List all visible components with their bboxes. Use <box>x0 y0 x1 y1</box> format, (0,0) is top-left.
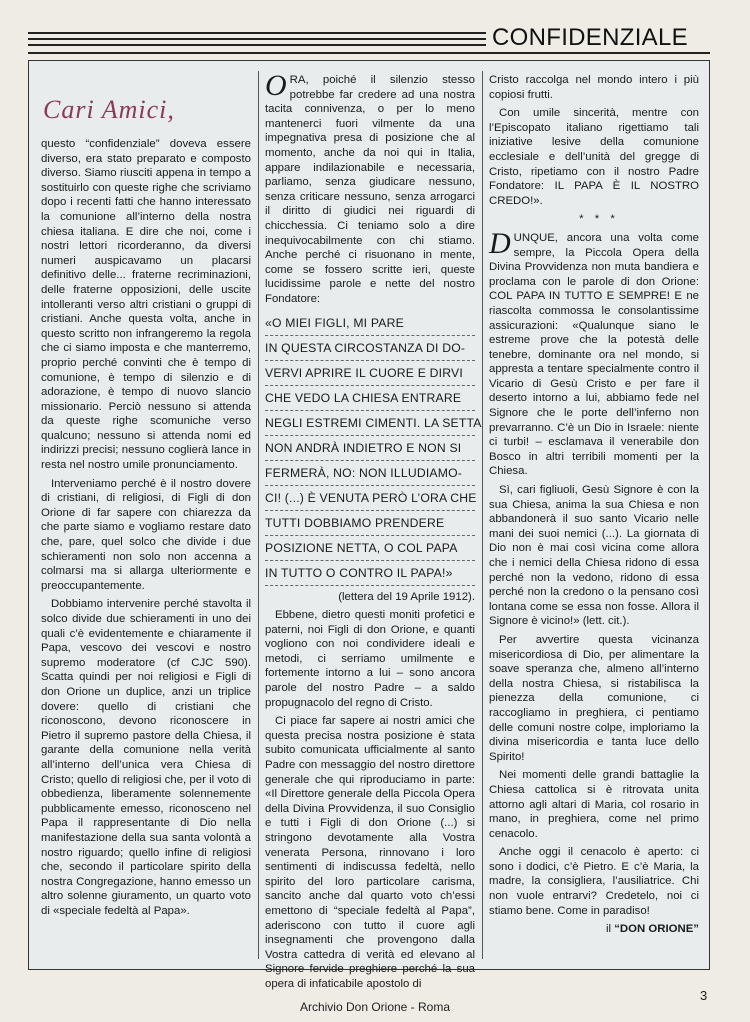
header-rule <box>28 38 486 40</box>
intro-paragraph <box>265 69 475 307</box>
quote-line: IN QUESTA CIRCOSTANZA DI DO- <box>265 336 475 361</box>
quote-line: TUTTI DOBBIAMO PRENDERE <box>265 511 475 536</box>
section-separator: * * * <box>579 213 619 226</box>
paragraph: Interveniamo perché è il nostro dovere di cristiani, di religiosi, di Figli di don Orione di far sapere con chiarezza da che parte siamo e vogliamo restare dato che, pare, quel solco che divide i due schieramenti non solo non accenna a colmarsi ma si allarga ulteriormente e preoccupantemente. <box>41 477 251 592</box>
quote-line: VERVI APRIRE IL CUORE E DIRVI <box>265 361 475 386</box>
quote-citation: (lettera del 19 Aprile 1912). <box>338 590 475 603</box>
article-column-3 <box>489 73 699 961</box>
signature-name: “DON ORIONE” <box>614 923 699 936</box>
quote-line: IN TUTTO O CONTRO IL PAPA!» <box>265 561 475 586</box>
column-divider <box>482 71 483 959</box>
column-divider <box>258 71 259 959</box>
intro-text: RA, poiché il silenzio stesso potrebbe far credere ad una nostra tacita connivenza, o per lo meno mantenerci fuori vilmente da una impegnativa presa di posizione che al momento, anche da noi qui in Italia, appare indilazionabile e necessaria, parliamo, senza giudicare nessuno, senza criticare nessuno, senza arrogarci il diritto di giudici nei riguardi di chicchessia. Ci teniamo solo a dire inequivocabilmente con chi stiamo. Anche perché ci risuonano in mente, come se fossero scritte ieri, queste lucidissime parole e nette del nostro Fondatore: <box>265 74 475 305</box>
header-rule <box>28 44 486 46</box>
drop-cap: O <box>265 69 287 102</box>
intro-text: UNQUE, ancora una volta come sempre, la Piccola Opera della Divina Provvidenza non muta bandiera e proclama con le parole di don Orione: COL PAPA IN TUTTO E SEMPRE! E ne riascolta commossa le consolantissime assicurazioni: «Qualunque siano le estreme prove che la potestà delle tenebre, dominante ora nel mondo, si appresta a tentare specialmente contro il Vicario di Gesù Cristo e per fare il deserto intorno a lui, abbiamo fede nel Signore che le porte dell’inferno non prevarranno. C’è un Dio in Israele: niente ci turbi! – esclamava il venerabile don Bosco in altri terribili momenti per la Chiesa. <box>489 231 699 478</box>
paragraph: Dobbiamo intervenire perché stavolta il solco divide due schieramenti in uno dei quali c’è evidentemente e chiaramente il Papa, vescovo dei vescovi e nostro supremo moderatore (cf CJC 590). Scatta quindi per noi religiosi e Figli di don Orione un duplice, anzi un triplice dovere: quello di cristiani che riconoscono, devono riconoscere in Pietro il supremo pastore della Chiesa, il garante della comunione nella verità all’interno dell’unica vera Chiesa di Cristo; quello di religiosi che, per il voto di obbedienza, liberamente solennemente pubblicamente emesso, riconosceno nel Papa il rappresentante di Dio nella manifestazione della sua santa volontà a nostro riguardo; quello infine di religiosi che, secondo il particolare spirito della nostra Congregazione, hanno emesso un altro solenne giuramento, un quarto voto di «speciale fedeltà al Papa». <box>41 598 251 917</box>
paragraph: Nei momenti delle grandi battaglie la Chiesa cattolica si è ritrovata unita attorno agli altari di Maria, col rosario in mano, in preghiera, come nel primo cenacolo. <box>489 769 699 840</box>
paragraph: Ebbene, dietro questi moniti profetici e paterni, noi Figli di don Orione, e quanti vogliono con noi condividere ideali e metodi, ci serriamo umilmente e fortemente intorno a lui – sono ancora parole del nostro Padre – a saldo propugnacolo del regno di Cristo. <box>265 609 475 709</box>
quote-line: NEGLI ESTREMI CIMENTI. LA SETTA <box>265 411 475 436</box>
signature-prefix: il <box>605 923 612 936</box>
founder-quote <box>265 311 482 586</box>
header-rule-underline <box>28 52 710 54</box>
article-frame <box>28 60 710 990</box>
quote-line: FERMERÀ, NO: NON ILLUDIAMO- <box>265 461 475 486</box>
quote-line: CHE VEDO LA CHIESA ENTRARE <box>265 386 475 411</box>
quote-line: NON ANDRÀ INDIETRO E NON SI <box>265 436 475 461</box>
paragraph: Con umile sincerità, mentre con l’Episcopato italiano rigettiamo tali iniziative lesive della comunione ecclesiale e dell’unità del gregge di Cristo, ripetiamo con il nostro Padre Fondatore: IL PAPA È IL NOSTRO CREDO!». <box>489 107 699 207</box>
quote-line: «O MIEI FIGLI, MI PARE <box>265 311 475 336</box>
paragraph: Anche oggi il cenacolo è aperto: ci sono i dodici, c’è Pietro. E c’è Maria, la madre, la consigliera, l’ausiliatrice. Chi non vuole entrarvi? Credetelo, noi ci stiamo bene. Come in paradiso! <box>489 846 699 917</box>
paragraph: questo “confidenziale” doveva essere diverso, era stato preparato e composto diverso. Siamo riusciti appena in tempo a sostituirlo con queste righe che scriviamo dopo i recenti fatti che hanno interessato la comunione all’interno della nostra chiesa italiana. E dire che noi, come i nostri lettori ricorderanno, da diversi numeri auspicavamo un placarsi definitivo delle... fraterne recriminazioni, delle fraterne opposizioni, delle uscite intolleranti verso altri cristiani o gruppi di cristiani. Anche questa volta, anche in questo scritto non infrangeremo la regola che ci siamo imposta e che manterremo, proprio perché convinti che è tempo di comunione, è tempo di silenzio e di adorazione, è tempo di nuovo slancio missionario. Perciò nessuno si attenda da queste righe scomuniche verso qualcuno; nessuno si attenda nomi ed indirizzi precisi; nessuno coglierà lance in resta nel nostro umile pronunciamento. <box>41 138 251 472</box>
signature <box>489 922 699 937</box>
archive-caption: Archivio Don Orione - Roma <box>299 1000 451 1014</box>
paragraph: Ci piace far sapere ai nostri amici che questa precisa nostra posizione è stata subito comunicata ufficialmente al santo Padre con messaggio del nostro direttore generale che qui riproduciamo in parte: «Il Direttore generale della Piccola Opera della Divina Provvidenza, il suo Consiglio e tutti i Figli di don Orione (...) si stringono devotamente alla Vostra veneratа Persona, rinnovano i loro sentimenti di indiscussa fedeltà, nello spirito del loro particolare carisma, sancito anche dal quarto voto ch’essi emettono di “speciale fedeltà al Papa”, aderiscono con tutto il cuore agli insegnamenti che provengono dalla Vostra cattedra di verità ed elevano al Signore fervide preghiere perché la sua opera di infaticabile apostolo di <box>265 715 475 990</box>
intro-paragraph <box>489 226 699 479</box>
quote-line: CI! (...) È VENUTA PERÒ L’ORA CHE <box>265 486 475 511</box>
article-column-2 <box>265 69 482 990</box>
header-rule <box>28 32 486 34</box>
article-column-1 <box>41 73 251 961</box>
page-number: 3 <box>700 988 708 1003</box>
salutation: Cari Amici, <box>43 95 175 124</box>
paragraph: Sì, cari figliuoli, Gesù Signore è con la sua Chiesa, anima la sua Chiesa e non abbandonerà il suo santo Vicario nelle mani dei suoi nemici (...). La giornata di Dio non è mai così vicina come allora che i nemici della Chiesa ridono di essa perché non la vedono, ridono di essa perché non la credono o la pensano così lontana come se essa non fosse. Allora il Signore è vicino!» (lett. cit.). <box>489 484 699 628</box>
drop-cap: D <box>489 226 511 260</box>
quote-line: POSIZIONE NETTA, O COL PAPA <box>265 536 475 561</box>
paragraph: Per avvertire questa vicinanza misericordiosa di Dio, per alimentare la soave speranza che, almeno all’interno della nostra Chiesa, si ristabilisca la pienezza della comunione, ci raccogliamo in preghiera, ci pentiamo delle comuni nostre colpe, imploriamo la divina misericordia e tanta luce dello Spirito! <box>489 633 699 763</box>
paragraph: Cristo raccolga nel mondo intero i più copiosi frutti. <box>489 74 699 101</box>
section-title: CONFIDENZIALE <box>492 24 688 51</box>
